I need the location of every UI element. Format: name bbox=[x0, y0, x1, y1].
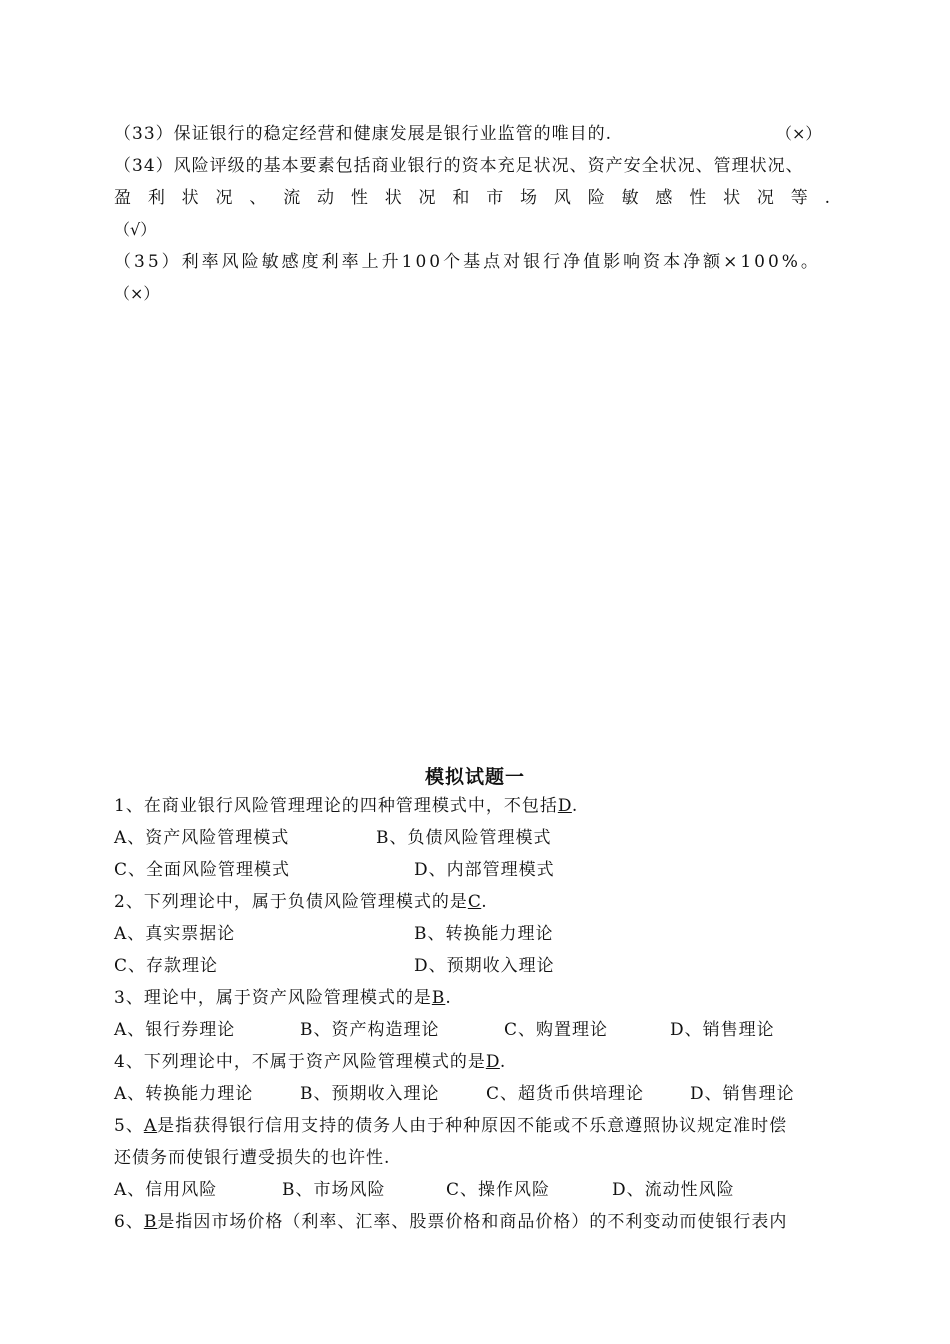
question-stem-end: . bbox=[571, 796, 579, 816]
option-c: C、全面风险管理模式 bbox=[114, 860, 291, 880]
option-c: C、超货币供培理论 bbox=[486, 1084, 645, 1104]
question-stem-end: . bbox=[499, 1052, 507, 1072]
option-d: D、内部管理模式 bbox=[414, 860, 555, 880]
option-a: A、真实票据论 bbox=[114, 924, 236, 944]
judgment-mark: （×） bbox=[114, 284, 160, 303]
option-b: B、预期收入理论 bbox=[300, 1084, 440, 1104]
answer-blank: A bbox=[143, 1116, 158, 1136]
question-5-line2: 还债务而使银行遭受损失的也许性. bbox=[114, 1148, 391, 1168]
section-title: 模拟试题一 bbox=[424, 766, 525, 788]
option-b: B、负债风险管理模式 bbox=[376, 828, 552, 848]
option-d: D、销售理论 bbox=[670, 1020, 775, 1040]
judgment-mark: （×） bbox=[776, 124, 822, 143]
answer-blank: D bbox=[557, 796, 572, 816]
option-a: A、转换能力理论 bbox=[114, 1084, 254, 1104]
judgment-number: （34） bbox=[114, 156, 174, 176]
question-4 bbox=[114, 1051, 506, 1073]
judgment-text: 利率风险敏感度利率上升100个基点对银行净值影响资本净额×100%。 bbox=[181, 252, 821, 272]
option-c: C、存款理论 bbox=[114, 956, 219, 976]
option-d: D、销售理论 bbox=[690, 1084, 795, 1104]
question-stem: 3、理论中，属于资产风险管理模式的是 bbox=[114, 988, 432, 1008]
answer-blank: C bbox=[467, 892, 482, 912]
option-b: B、资产构造理论 bbox=[300, 1020, 440, 1040]
option-c: C、购置理论 bbox=[504, 1020, 609, 1040]
option-d: D、流动性风险 bbox=[612, 1180, 735, 1200]
question-stem-end: 是指因市场价格（利率、汇率、股票价格和商品价格）的不利变动而使银行表内 bbox=[157, 1212, 788, 1232]
judgment-34 bbox=[114, 155, 804, 177]
option-a: A、信用风险 bbox=[114, 1180, 218, 1200]
question-stem-end: . bbox=[445, 988, 452, 1008]
answer-blank: B bbox=[143, 1212, 158, 1232]
question-3 bbox=[114, 987, 452, 1009]
answer-blank: B bbox=[431, 988, 446, 1008]
option-c: C、操作风险 bbox=[446, 1180, 551, 1200]
question-stem: 5、 bbox=[114, 1116, 144, 1136]
judgment-number: （33） bbox=[114, 124, 174, 144]
judgment-mark: （√） bbox=[114, 220, 157, 239]
option-b: B、转换能力理论 bbox=[414, 924, 554, 944]
option-b: B、市场风险 bbox=[282, 1180, 386, 1200]
judgment-text: 保证银行的稳定经营和健康发展是银行业监管的唯目的. bbox=[173, 124, 613, 144]
question-6 bbox=[114, 1211, 787, 1233]
question-stem: 6、 bbox=[114, 1212, 144, 1232]
judgment-text: 风险评级的基本要素包括商业银行的资本充足状况、资产安全状况、管理状况、 bbox=[173, 156, 804, 176]
question-2 bbox=[114, 891, 488, 913]
judgment-text-line2: 盈利状况、流动性状况和市场风险敏感性状况等. bbox=[114, 188, 830, 208]
question-5 bbox=[114, 1115, 787, 1137]
question-stem-end: 是指获得银行信用支持的债务人由于种种原因不能或不乐意遵照协议规定准时偿 bbox=[157, 1116, 788, 1136]
option-a: A、资产风险管理模式 bbox=[114, 828, 290, 848]
question-1 bbox=[114, 795, 578, 817]
question-stem-end: . bbox=[481, 892, 488, 912]
question-stem: 2、下列理论中，属于负债风险管理模式的是 bbox=[114, 892, 468, 912]
judgment-number: （35） bbox=[114, 252, 182, 272]
option-a: A、银行券理论 bbox=[114, 1020, 236, 1040]
judgment-33 bbox=[114, 123, 612, 145]
judgment-35 bbox=[114, 251, 821, 273]
answer-blank: D bbox=[485, 1052, 500, 1072]
option-d: D、预期收入理论 bbox=[414, 956, 555, 976]
question-stem: 1、在商业银行风险管理理论的四种管理模式中，不包括 bbox=[114, 796, 558, 816]
question-stem: 4、下列理论中，不属于资产风险管理模式的是 bbox=[114, 1052, 486, 1072]
